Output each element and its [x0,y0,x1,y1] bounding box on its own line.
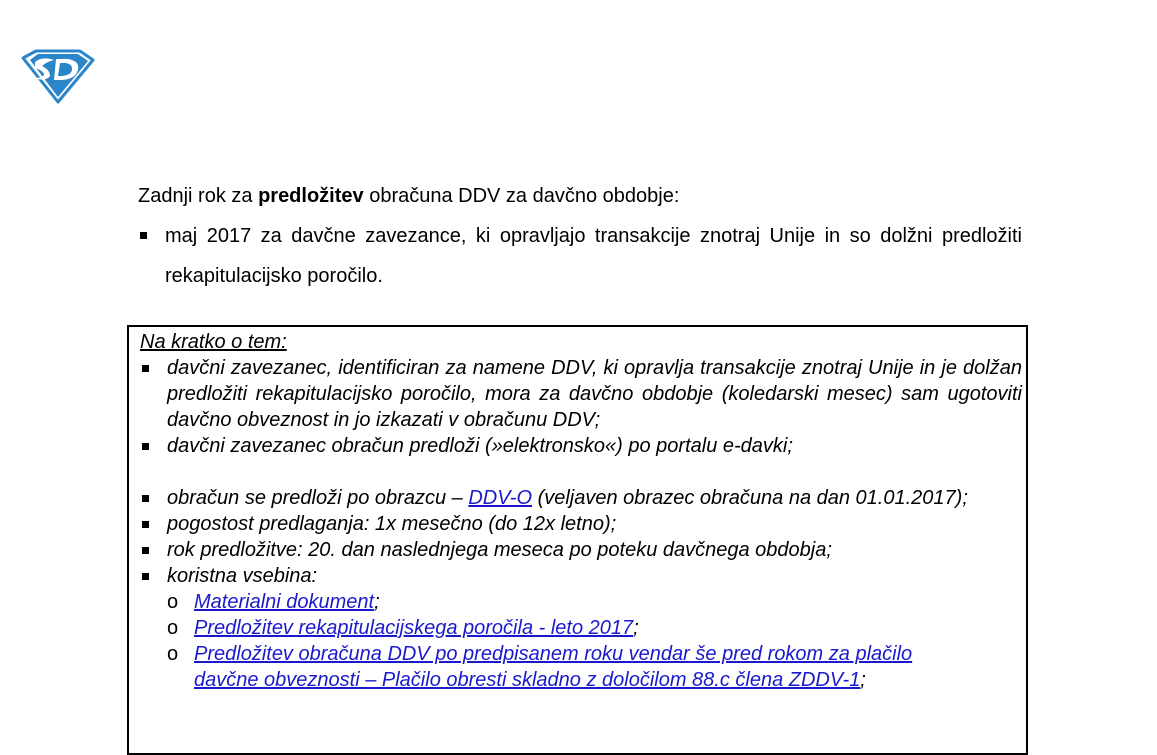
bullet-square-icon [142,443,149,450]
intro-section [138,176,1022,296]
bullet-square-icon [142,521,149,528]
sub-bullet-circle-icon: o [167,617,179,639]
resource-item [140,615,1022,641]
bullet-square-icon [140,232,147,239]
material-document-link[interactable]: Materialni dokument [194,591,375,613]
summary-item [140,433,1022,459]
sub-bullet-circle-icon: o [167,643,179,665]
recap-report-link[interactable]: Predložitev rekapitulacijskega poročila - leto 2017 [194,617,634,639]
resource-item [140,589,1022,615]
sd-shield-logo-icon [20,48,96,104]
bullet-square-icon [142,365,149,372]
summary-box [127,325,1028,755]
summary-item [140,537,1022,563]
summary-item [140,485,1022,511]
bullet-square-icon [142,573,149,580]
summary-item [140,563,1022,589]
summary-item [140,355,1022,433]
summary-item-text: pogostost predlaganja: 1x mesečno (do 12x letno); [167,513,617,535]
lead-text: Zadnji rok za [138,185,259,207]
summary-item-text: (veljaven obrazec obračuna na dan 01.01.2017); [532,487,968,509]
resource-item [140,641,1022,693]
link-suffix: ; [633,617,639,639]
summary-item-text: koristna vsebina: [167,565,318,587]
late-submission-link[interactable]: Predložitev obračuna DDV po predpisanem roku vendar še pred rokom za plačilo davčne obveznosti – Plačilo obresti skladno z določilom 88.c člena ZDDV-1 [194,643,913,691]
spacer [140,459,1022,485]
summary-item-text: obračun se predloži po obrazcu – [167,487,469,509]
sub-bullet-circle-icon: o [167,591,179,613]
summary-title: Na kratko o tem: [140,331,287,353]
summary-content [140,329,1022,693]
lead-bold: predložitev [258,185,364,207]
ddv-o-link[interactable]: DDV-O [468,487,533,509]
bullet-square-icon [142,495,149,502]
summary-item-text: davčni zavezanec obračun predloži (»elektronsko«) po portalu e-davki; [167,435,793,457]
lead-text-end: obračuna DDV za davčno obdobje: [363,185,680,207]
deadline-bullet [138,216,1022,296]
summary-item-text: rok predložitve: 20. dan naslednjega meseca po poteku davčnega obdobja; [167,539,832,561]
link-suffix: ; [374,591,380,613]
bullet-text: maj 2017 za davčne zavezance, ki opravljajo transakcije znotraj Unije in so dolžni predložiti rekapitulacijsko poročilo. [165,225,1022,287]
summary-item [140,511,1022,537]
link-suffix: ; [860,669,866,691]
bullet-square-icon [142,547,149,554]
summary-item-text: davčni zavezanec, identificiran za namene DDV, ki opravlja transakcije znotraj Unije in je dolžan predložiti rekapitulacijsko poročilo, mora za davčno obdobje (koledarski mesec) sam ugotoviti davčno obveznost in jo izkazati v obračunu DDV; [167,357,1022,431]
deadline-lead [138,176,1022,216]
